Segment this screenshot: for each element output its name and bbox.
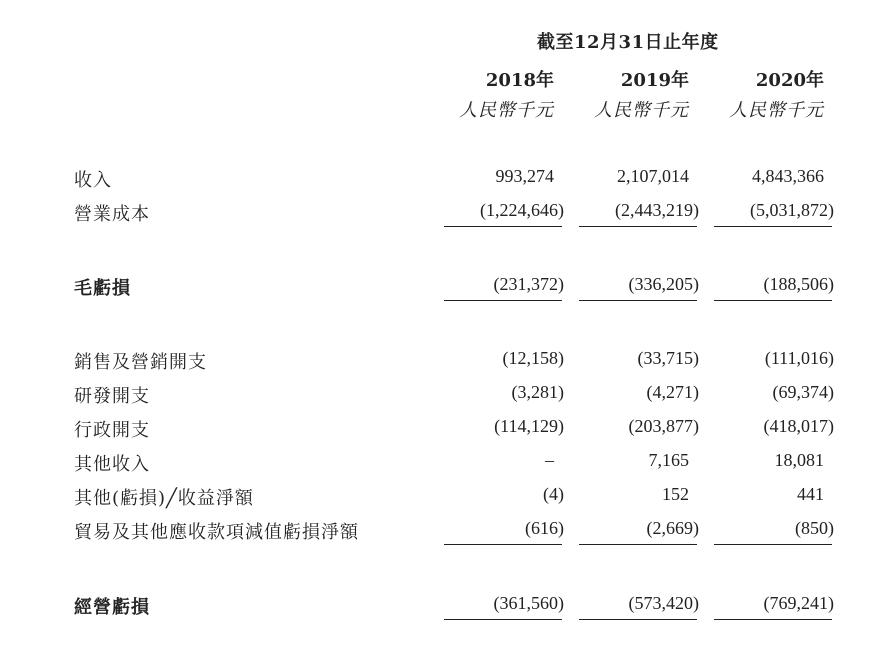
unit-2018: 人民幣千元 bbox=[459, 100, 554, 121]
cell-other-income-2020: 18,081 bbox=[774, 450, 824, 470]
cell-impairment-2018: (616) bbox=[525, 518, 564, 538]
underline-gross-loss-2019 bbox=[579, 300, 697, 301]
underline-cost-2018 bbox=[444, 226, 562, 227]
cell-admin-2019: (203,877) bbox=[628, 416, 699, 436]
cell-rnd-2020: (69,374) bbox=[772, 382, 834, 402]
underline-impairment-2018 bbox=[444, 544, 562, 545]
row-label-admin-expenses: 行政開支 bbox=[74, 420, 150, 441]
cell-cost-2018: (1,224,646) bbox=[480, 200, 564, 220]
cell-revenue-2019: 2,107,014 bbox=[617, 166, 689, 186]
row-label-revenue: 收入 bbox=[74, 170, 112, 191]
cell-cost-2019: (2,443,219) bbox=[615, 200, 699, 220]
cell-revenue-2018: 993,274 bbox=[495, 166, 554, 186]
cell-admin-2018: (114,129) bbox=[494, 416, 564, 436]
row-label-selling-expenses: 銷售及營銷開支 bbox=[74, 352, 207, 373]
cell-selling-2018: (12,158) bbox=[502, 348, 564, 368]
unit-2019: 人民幣千元 bbox=[594, 100, 689, 121]
year-2020-header: 2020年 bbox=[755, 70, 824, 91]
cell-rnd-2018: (3,281) bbox=[511, 382, 564, 402]
underline-operating-loss-2020 bbox=[714, 619, 832, 620]
cell-other-net-2018: (4) bbox=[543, 484, 564, 504]
cell-cost-2020: (5,031,872) bbox=[750, 200, 834, 220]
underline-gross-loss-2020 bbox=[714, 300, 832, 301]
underline-cost-2020 bbox=[714, 226, 832, 227]
cell-impairment-2019: (2,669) bbox=[646, 518, 699, 538]
underline-cost-2019 bbox=[579, 226, 697, 227]
unit-2020: 人民幣千元 bbox=[729, 100, 824, 121]
cell-operating-loss-2020: (769,241) bbox=[763, 593, 834, 613]
row-label-gross-loss: 毛虧損 bbox=[74, 278, 131, 299]
cell-selling-2020: (111,016) bbox=[764, 348, 834, 368]
year-2018-header: 2018年 bbox=[485, 70, 554, 91]
cell-gross-loss-2020: (188,506) bbox=[763, 274, 834, 294]
cell-selling-2019: (33,715) bbox=[637, 348, 699, 368]
year-2019-header: 2019年 bbox=[620, 70, 689, 91]
cell-impairment-2020: (850) bbox=[795, 518, 834, 538]
underline-impairment-2019 bbox=[579, 544, 697, 545]
underline-impairment-2020 bbox=[714, 544, 832, 545]
underline-operating-loss-2019 bbox=[579, 619, 697, 620]
cell-other-income-2019: 7,165 bbox=[648, 450, 689, 470]
cell-revenue-2020: 4,843,366 bbox=[752, 166, 824, 186]
cell-other-net-2019: 152 bbox=[662, 484, 689, 504]
cell-gross-loss-2019: (336,205) bbox=[628, 274, 699, 294]
cell-gross-loss-2018: (231,372) bbox=[493, 274, 564, 294]
cell-rnd-2019: (4,271) bbox=[646, 382, 699, 402]
row-label-impairment: 貿易及其他應收款項減值虧損淨額 bbox=[74, 522, 359, 543]
underline-gross-loss-2018 bbox=[444, 300, 562, 301]
cell-operating-loss-2018: (361,560) bbox=[493, 593, 564, 613]
row-label-operating-loss: 經營虧損 bbox=[74, 597, 150, 618]
cell-other-net-2020: 441 bbox=[797, 484, 824, 504]
period-header: 截至12月31日止年度 bbox=[537, 32, 719, 53]
row-label-rnd-expenses: 研發開支 bbox=[74, 386, 150, 407]
row-label-other-net: 其他(虧損)╱收益淨額 bbox=[74, 488, 254, 509]
underline-operating-loss-2018 bbox=[444, 619, 562, 620]
cell-other-income-2018: – bbox=[545, 450, 554, 470]
row-label-other-income: 其他收入 bbox=[74, 454, 150, 475]
cell-operating-loss-2019: (573,420) bbox=[628, 593, 699, 613]
row-label-cost-of-sales: 營業成本 bbox=[74, 204, 150, 225]
cell-admin-2020: (418,017) bbox=[763, 416, 834, 436]
